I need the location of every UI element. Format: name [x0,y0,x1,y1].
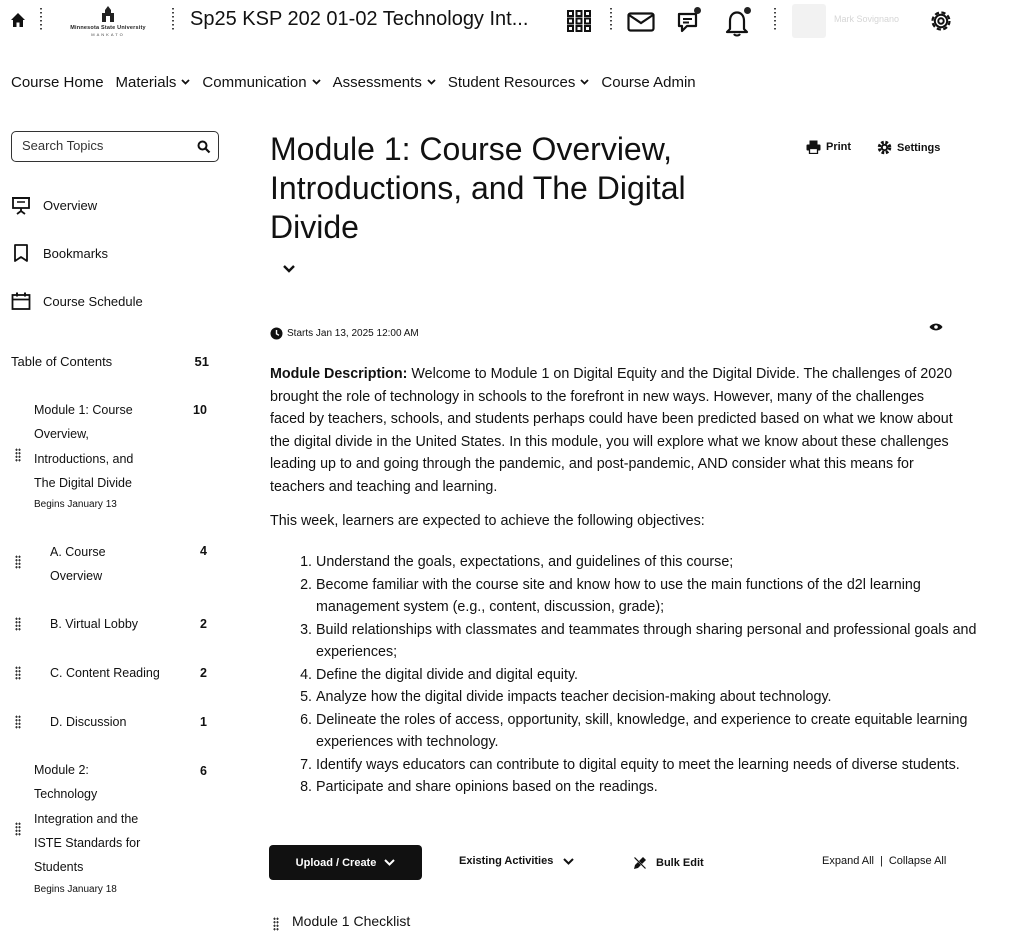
divider [172,8,174,30]
printer-icon [806,140,821,154]
nav-label: Student Resources [447,73,576,91]
sidebar-item-label: Overview [43,197,98,213]
toc-line: ISTE Standards for [34,835,141,850]
drag-handle-icon[interactable] [15,448,21,462]
mail-icon[interactable] [627,12,655,32]
toc-topic-c[interactable] [50,661,195,685]
chevron-down-icon [563,858,574,865]
module-checklist-item[interactable]: Module 1 Checklist [292,913,411,929]
list-item: 2. Become familiar with the course site and know how to use the main functions of the d2l learning management system (e.g., content, discussion, grade); [316,574,996,619]
divider [610,8,612,30]
bookmark-icon [11,243,31,263]
sidebar-item-label: Bookmarks [43,245,109,261]
expand-all-link[interactable]: Expand All [822,855,874,867]
bell-notification-dot [744,7,751,14]
toc-line: Module 1: Course [34,403,133,417]
sidebar-item-course-schedule[interactable] [11,291,143,311]
drag-handle-icon[interactable] [15,555,21,569]
start-date-text: Starts Jan 13, 2025 12:00 AM [287,328,419,339]
nav-course-home[interactable] [11,74,104,91]
toc-module-1-begins: Begins January 13 [34,499,117,510]
nav-communication[interactable] [202,74,320,91]
drag-handle-icon[interactable] [15,715,21,729]
expand-collapse-controls [822,855,946,867]
divider: | [879,855,883,867]
nav-student-resources[interactable] [448,74,590,91]
eye-icon[interactable] [929,322,943,332]
toc-line: A. Course [50,545,106,559]
description-label: Module Description: [270,366,408,382]
presentation-icon [11,195,31,215]
logo-text: Minnesota State University [70,25,146,31]
nav-label: Materials [115,73,177,91]
toc-topic-b-count: 2 [200,617,207,631]
table-of-contents-header[interactable] [11,354,209,369]
divider [774,8,776,30]
collapse-all-link[interactable]: Collapse All [888,855,947,867]
nav-label: Assessments [332,73,422,91]
print-button[interactable] [806,140,851,154]
chevron-down-icon [580,79,589,85]
toc-line: Technology [34,787,98,802]
toc-line: Students [34,860,84,875]
user-name[interactable]: Mark Sovignano [834,14,900,24]
toc-module-1-count: 10 [193,403,207,417]
bulk-edit-button[interactable] [632,855,704,871]
clock-icon [270,327,283,340]
toc-module-2[interactable] [34,758,184,879]
upload-create-label: Upload / Create [295,856,377,869]
toc-module-2-begins: Begins January 18 [34,884,117,895]
list-item: 7. Identify ways educators can contribute to digital equity to meet the learning needs of diverse students. [316,754,996,777]
search-icon[interactable] [197,140,211,154]
list-item: 3. Build relationships with classmates and teammates through sharing personal and professional goals and experiences; [316,619,996,664]
list-item: 1. Understand the goals, expectations, and guidelines of this course; [316,551,996,574]
toc-line: C. Content Reading [50,666,160,680]
print-label: Print [826,141,852,153]
objectives-list [290,551,996,799]
sidebar-item-overview[interactable] [11,195,97,215]
toc-label: Table of Contents [11,354,113,369]
drag-handle-icon[interactable] [15,617,21,631]
toc-count: 51 [194,354,209,369]
search-input[interactable] [22,138,192,153]
gear-icon [877,140,892,155]
chevron-down-icon [384,859,395,866]
calendar-icon [11,291,31,311]
gear-icon[interactable] [928,8,954,34]
toc-topic-d[interactable] [50,710,190,734]
home-icon[interactable] [10,12,26,28]
bulk-edit-label: Bulk Edit [656,857,704,869]
chevron-down-icon [312,79,321,85]
chevron-down-icon [181,79,190,85]
toc-line: Overview [50,569,103,584]
drag-handle-icon[interactable] [273,917,279,931]
toc-line: D. Discussion [50,715,127,729]
nav-label: Course Admin [601,73,696,91]
settings-label: Settings [897,141,941,154]
upload-create-button[interactable] [269,845,422,880]
toc-line: Introductions, and [34,451,134,466]
nav-label: Course Home [11,73,104,91]
chat-notification-dot [694,7,701,14]
course-nav [11,72,708,92]
search-box [11,131,219,162]
avatar[interactable] [792,4,826,38]
toc-line: Integration and the [34,811,139,826]
settings-button[interactable] [877,140,940,155]
toc-topic-d-count: 1 [200,715,207,729]
objectives-intro: This week, learners are expected to achieve the following objectives: [270,513,705,529]
university-logo[interactable] [58,4,158,38]
nav-label: Communication [202,73,307,91]
logo-emblem-icon [100,5,116,23]
description-text: Welcome to Module 1 on Digital Equity and the Digital Divide. The challenges of 2020 brought the role of technology in schools to the forefront in new ways. However, many of the challenges faced by teachers, schools, and students perhaps could have been predicted based on what we know about the digital divide in the United States. In this module, you will explore what we know about these challenges leading up to and going through the pandemic, and post-pandemic, AND consider what this means for teachers and teaching and learning. [270,366,953,495]
toc-module-2-count: 6 [200,764,207,778]
toc-topic-a[interactable] [50,540,180,589]
toc-topic-c-count: 2 [200,666,207,680]
nav-course-admin[interactable] [601,74,695,91]
page-title: Module 1: Course Overview, Introductions, and The Digital Divide [270,131,686,245]
divider [40,8,42,30]
sidebar-item-bookmarks[interactable] [11,243,108,263]
module-description [270,363,960,498]
toc-module-1[interactable] [34,398,184,495]
pencil-icon [632,855,648,871]
toc-topic-b[interactable] [50,612,190,636]
nav-materials[interactable] [116,74,191,91]
toc-line: Overview, [34,427,89,442]
top-bar [0,0,1024,44]
chevron-down-icon[interactable] [282,264,296,274]
existing-activities-button[interactable] [459,855,574,867]
course-title[interactable]: Sp25 KSP 202 01-02 Technology Int... [190,8,529,30]
existing-activities-label: Existing Activities [459,855,554,867]
chevron-down-icon [427,79,436,85]
sidebar-item-label: Course Schedule [43,293,143,309]
list-item: 5. Analyze how the digital divide impacts teacher decision-making about technology. [316,686,996,709]
app-grid-icon[interactable] [567,10,591,32]
nav-assessments[interactable] [333,74,436,91]
toc-line: B. Virtual Lobby [50,617,139,631]
toc-topic-a-count: 4 [200,544,207,558]
drag-handle-icon[interactable] [15,822,21,836]
list-item: 8. Participate and share opinions based on the readings. [316,776,996,799]
list-item: 6. Delineate the roles of access, opportunity, skill, knowledge, and experience to create equitable learning experiences with technology. [316,709,996,754]
drag-handle-icon[interactable] [15,666,21,680]
toc-line: Module 2: [34,763,89,777]
list-item: 4. Define the digital divide and digital equity. [316,664,996,687]
logo-subtext: MANKATO [91,32,125,37]
start-date [270,327,419,340]
toc-line: The Digital Divide [34,475,132,490]
